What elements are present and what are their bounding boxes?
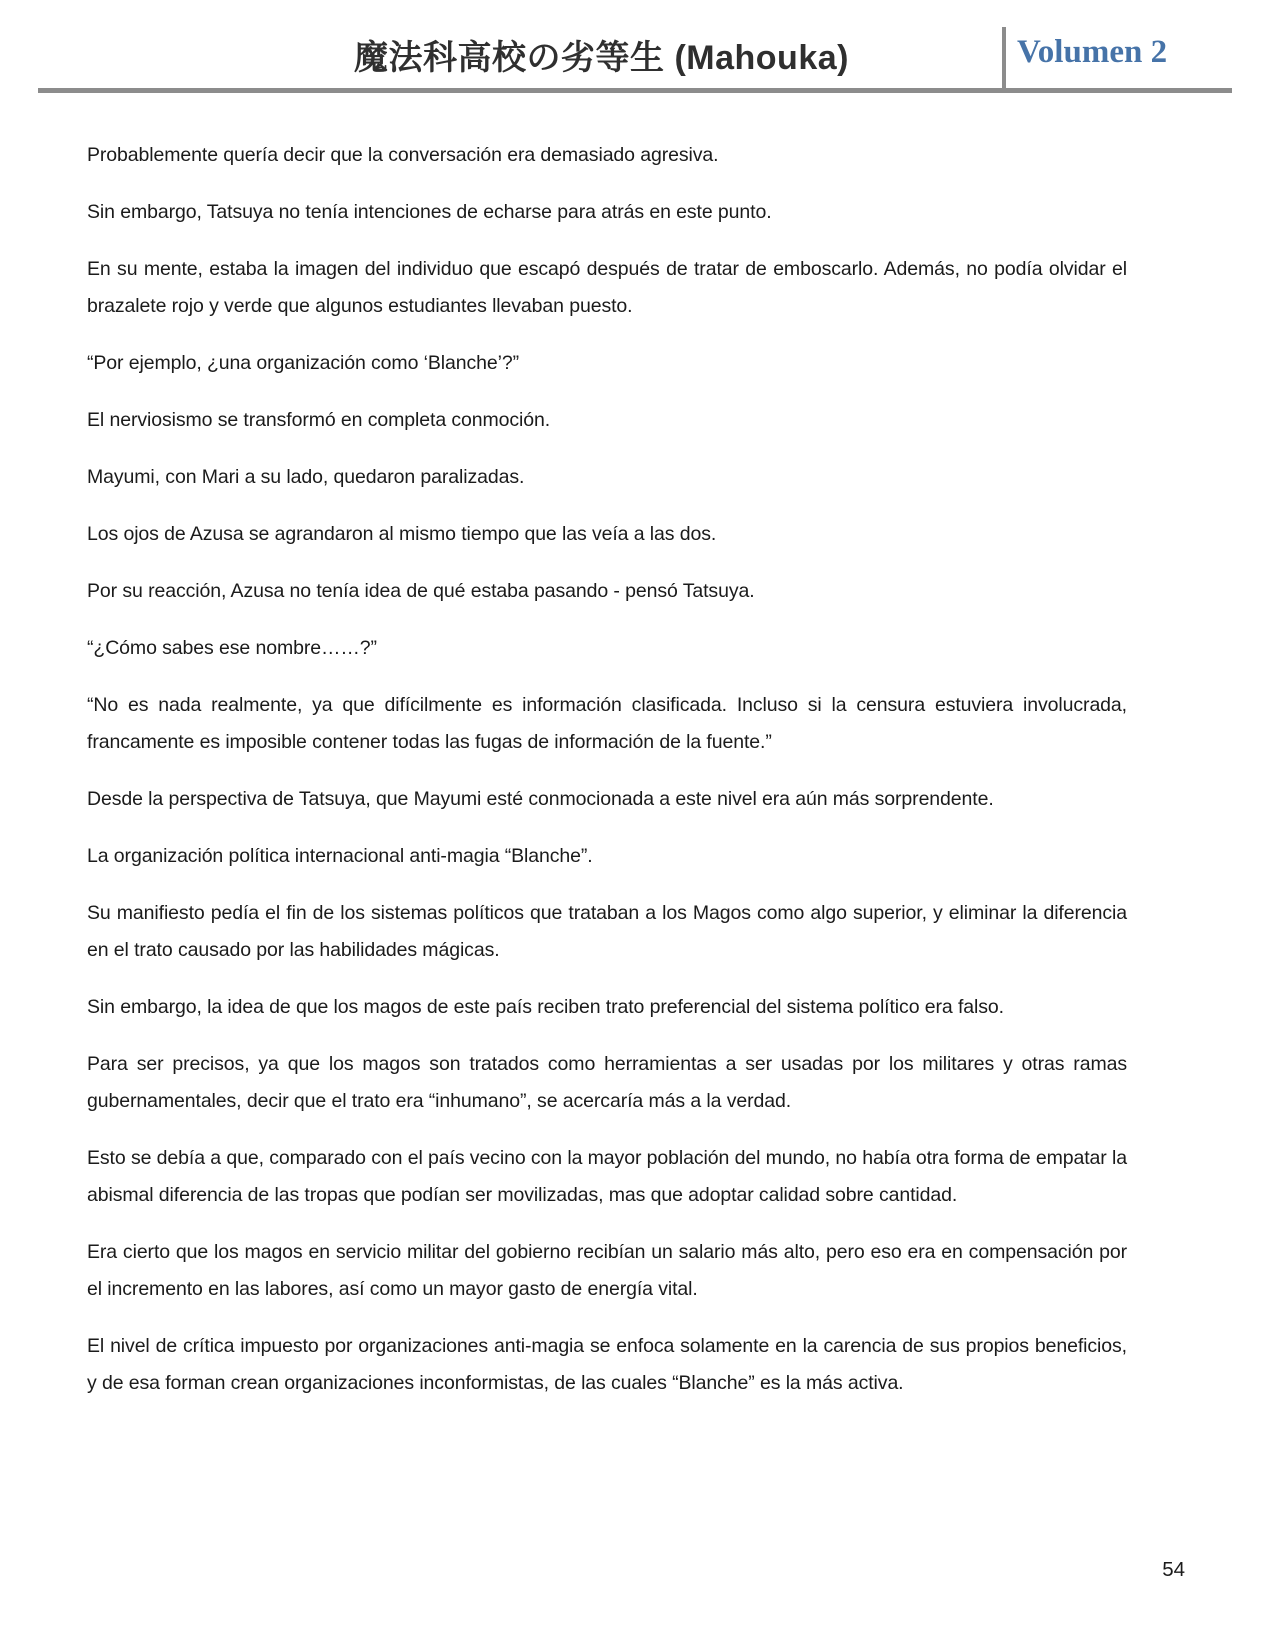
paragraph: Por su reacción, Azusa no tenía idea de qué estaba pasando - pensó Tatsuya. <box>87 580 755 602</box>
paragraph: Para ser precisos, ya que los magos son tratados como herramientas a ser usadas por los militares y otras ramas gubernamentales, decir que el trato era “inhumano”, se acercaría más a la verdad. <box>87 1053 1127 1112</box>
page-number: 54 <box>1162 1558 1185 1581</box>
paragraph: Desde la perspectiva de Tatsuya, que Mayumi esté conmocionada a este nivel era aún más sorprendente. <box>87 788 994 810</box>
paragraph: La organización política internacional anti-magia “Blanche”. <box>87 845 593 867</box>
paragraph: Sin embargo, Tatsuya no tenía intenciones de echarse para atrás en este punto. <box>87 201 772 223</box>
paragraph: Sin embargo, la idea de que los magos de este país reciben trato preferencial del sistema político era falso. <box>87 996 1004 1018</box>
paragraph: “¿Cómo sabes ese nombre……?” <box>87 637 377 659</box>
paragraph: Esto se debía a que, comparado con el país vecino con la mayor población del mundo, no había otra forma de empatar la abismal diferencia de las tropas que podían ser movilizadas, mas que adoptar calidad sobre cantidad. <box>87 1147 1127 1206</box>
volume-label: Volumen 2 <box>1017 34 1168 70</box>
paragraph: El nivel de crítica impuesto por organizaciones anti-magia se enfoca solamente en la carencia de sus propios beneficios, y de esa forman crean organizaciones inconformistas, de las cuales “Blanche” es la más activa. <box>87 1335 1127 1394</box>
paragraph: Su manifiesto pedía el fin de los sistemas políticos que trataban a los Magos como algo superior, y eliminar la diferencia en el trato causado por las habilidades mágicas. <box>87 902 1127 961</box>
paragraph: “Por ejemplo, ¿una organización como ‘Blanche’?” <box>87 352 520 374</box>
paragraph: Los ojos de Azusa se agrandaron al mismo tiempo que las veía a las dos. <box>87 523 717 545</box>
page-body <box>87 137 1127 1422</box>
paragraph: Probablemente quería decir que la conversación era demasiado agresiva. <box>87 144 719 166</box>
document-title: 魔法科高校の劣等生 (Mahouka) <box>354 39 849 77</box>
paragraph: Era cierto que los magos en servicio militar del gobierno recibían un salario más alto, pero eso era en compensación por el incremento en las labores, así como un mayor gasto de energía vital. <box>87 1241 1127 1300</box>
paragraph: “No es nada realmente, ya que difícilmente es información clasificada. Incluso si la censura estuviera involucrada, francamente es imposible contener todas las fugas de información de la fuente.” <box>87 694 1127 753</box>
header-vertical-separator <box>1002 27 1006 91</box>
paragraph: El nerviosismo se transformó en completa conmoción. <box>87 409 551 431</box>
paragraph: Mayumi, con Mari a su lado, quedaron paralizadas. <box>87 466 525 488</box>
paragraph: En su mente, estaba la imagen del individuo que escapó después de tratar de emboscarlo. Además, no podía olvidar el brazalete rojo y verde que algunos estudiantes llevaban puesto. <box>87 258 1127 317</box>
header-horizontal-rule <box>38 88 1232 93</box>
